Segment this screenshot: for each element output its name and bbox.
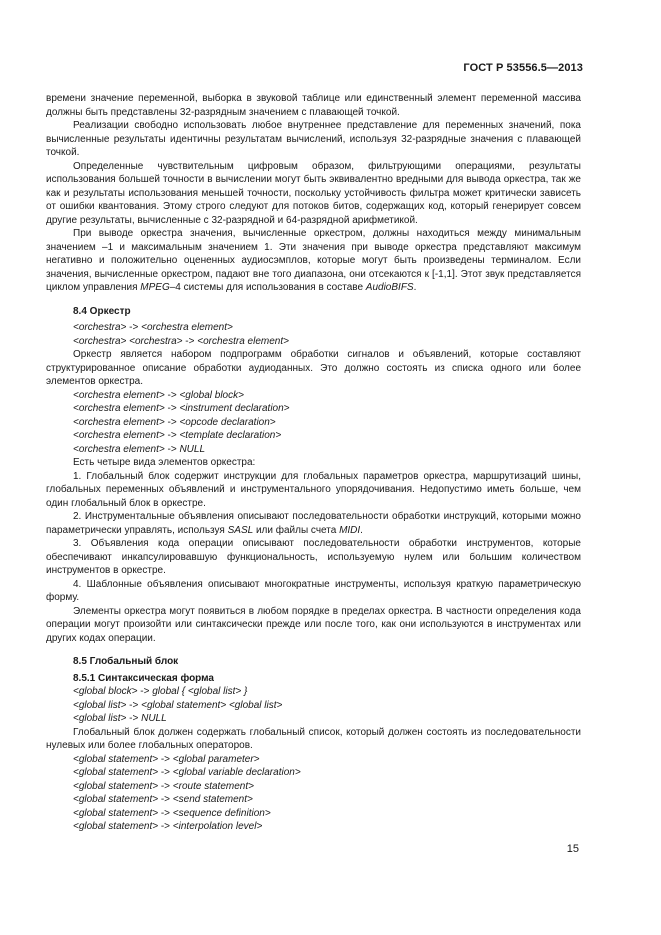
term-audiobifs: AudioBIFS [365,282,414,293]
rule-arrow: -> [158,767,173,778]
grammar-rule [73,429,581,443]
rule-rhs: <template declaration> [179,430,282,441]
list-item: 1. Глобальный блок содержит инструкции для глобальных параметров оркестра, маршрутизаций шины, глобальных переменных объявлений и инструментального упорядочивания. Недопустимо иметь больше, чем один глобальный блок в оркестре. [46,470,581,509]
grammar-rule [73,820,581,834]
grammar-rule [73,753,581,767]
rule-lhs: <orchestra element> [73,416,165,428]
rule-rhs: NULL [179,443,206,455]
grammar-rule [73,321,581,335]
text-run: 2. Инструментальные объявления описывают последовательности обработки инструкций, которыми можно параметрически управлять, используя [46,511,581,536]
grammar-rule [73,780,581,794]
rule-arrow: -> [164,403,180,414]
rule-lhs: <orchestra element> [73,443,165,455]
grammar-rule [73,389,581,403]
grammar-rule [73,402,581,416]
paragraph: Оркестр является набором подпрограмм обработки сигналов и объявлений, которые составляют структурированное описание обработки аудиоданных. Это должно состоять из списка одного или более элементов оркестра. [46,349,581,387]
term-midi: MIDI [339,524,361,536]
grammar-rule [73,335,581,349]
paragraph: Глобальный блок должен содержать глобальный список, который должен состоять из последовательности нулевых или более глобальных операторов. [46,726,581,751]
grammar-rule [73,685,581,699]
grammar-rule [73,416,581,430]
rule-rhs: <global statement> <global list> [141,699,283,711]
rule-lhs: <global statement> [73,767,159,778]
rule-rhs: <instrument declaration> [179,403,290,414]
rule-rhs: <global variable declaration> [172,767,301,778]
rule-rhs: <orchestra element> [197,335,289,347]
rule-rhs: <send statement> [172,794,253,805]
rule-arrow: -> [164,389,180,401]
paragraph: Есть четыре вида элементов оркестра: [73,457,256,468]
text-run: При выводе оркестра значения, вычисленные оркестром, должны находиться между минимальным значением –1 и максимальным значением 1. Эти значения при выводе оркестра представляют максимум негативно и положительно оцененных аудиосэмплов, которые могут быть произведены терминалом. Если значения, вычисленные оркестром, падают вне того диапазона, они отсекаются к [-1,1]. Этот звук представляется циклом управления [46,228,581,293]
section-heading: 8.5 Глобальный блок [73,656,179,667]
text-run: . [360,524,363,536]
rule-rhs: <sequence definition> [172,807,271,819]
rule-lhs: <global statement> [73,807,159,819]
rule-lhs: <orchestra element> [73,389,165,401]
rule-arrow: -> [164,443,180,455]
paragraph: Реализации свободно использовать любое внутреннее представление для переменных значений, пока вычисленные результаты идентичны результатам вычислений, используя 32-разрядные значения с плавающей точкой. [46,120,581,158]
rule-lhs: <global block> [73,686,138,697]
rule-lhs: <global statement> [73,780,159,792]
paragraph: времени значение переменной, выборка в звуковой таблице или единственный элемент переменной массива должны быть представлены 32-разрядным значением с плавающей точкой. [46,93,581,118]
rule-rhs: NULL [141,713,167,724]
paragraph [46,227,581,295]
term-sasl: SASL [227,524,254,536]
page-body [46,92,581,834]
rule-lhs: <global list> [73,713,127,724]
grammar-rule [73,712,581,726]
rule-arrow: -> [164,430,180,441]
paragraph: Определенные чувствительным цифровым образом, фильтрующими операциями, результаты использования большей точности в вычислении могут быть эквивалентно вредными для вывода оркестра, так же как и результаты использования меньшей точности, поскольку устойчивость фильтра может критически зависеть от ошибки квантования. Этому строго следуют для потоков битов, содержащих код, который генерирует совсем другие результаты, вычисленные с 32-разрядной и 64-разрядной арифметикой. [46,160,581,226]
rule-arrow: -> [126,699,142,711]
rule-arrow: -> [164,416,180,428]
document-code: ГОСТ Р 53556.5—2013 [463,62,583,74]
rule-rhs: <route statement> [172,780,254,792]
grammar-block [46,321,581,348]
rule-lhs: <global statement> [73,753,159,765]
paragraph: Элементы оркестра могут появиться в любом порядке в пределах оркестра. В частности определения кода операции могут произойти или синтаксически прежде или после того, как они используются в инструментах или других кодах операции. [46,605,581,644]
grammar-block [46,389,581,457]
rule-arrow: -> [137,686,153,697]
grammar-rule [73,699,581,713]
list-item [46,510,581,537]
rule-lhs: <global statement> [73,794,159,805]
rule-rhs: <opcode declaration> [179,416,276,428]
section-heading: 8.4 Оркестр [73,305,131,317]
grammar-block [46,685,581,726]
text-run: –4 системы для использования в составе [169,282,366,293]
rule-lhs: <global list> [73,699,127,711]
rule-rhs: <interpolation level> [172,821,263,832]
subsection-heading: 8.5.1 Синтаксическая форма [73,672,214,684]
rule-arrow: -> [182,335,198,347]
rule-lhs: <orchestra element> [73,403,165,414]
grammar-rule [73,766,581,780]
rule-lhs: <orchestra> <orchestra> [73,335,183,347]
list-item: 3. Объявления кода операции описывают последовательности обработки инструментов, которые обеспечивают инкапсулировавшую функциональность, используемую нулем или большим количеством инструментов в оркестре. [46,538,581,576]
text-run: или файлы счета [253,524,340,536]
grammar-rule [73,443,581,457]
grammar-rule [73,793,581,807]
grammar-block [46,753,581,834]
rule-lhs: <orchestra element> [73,430,165,441]
rule-arrow: -> [126,713,142,724]
rule-arrow: -> [158,780,173,792]
rule-arrow: -> [158,753,173,765]
rule-arrow: -> [158,794,173,805]
rule-arrow: -> [158,807,173,819]
rule-arrow: -> [158,821,173,832]
text-run: . [413,282,417,293]
rule-arrow: -> [126,322,142,333]
rule-rhs: <orchestra element> [141,322,233,333]
term-mpeg: MPEG [140,282,170,293]
rule-rhs: <global block> [179,389,244,401]
rule-lhs: <global statement> [73,821,159,832]
rule-rhs: <global parameter> [172,753,260,765]
rule-rhs: global { <global list> } [152,686,248,697]
rule-lhs: <orchestra> [73,322,127,333]
page-number: 15 [566,843,579,855]
list-item: 4. Шаблонные объявления описывают многократные инструменты, используя краткую параметрическую форму. [46,578,581,603]
grammar-rule [73,807,581,821]
